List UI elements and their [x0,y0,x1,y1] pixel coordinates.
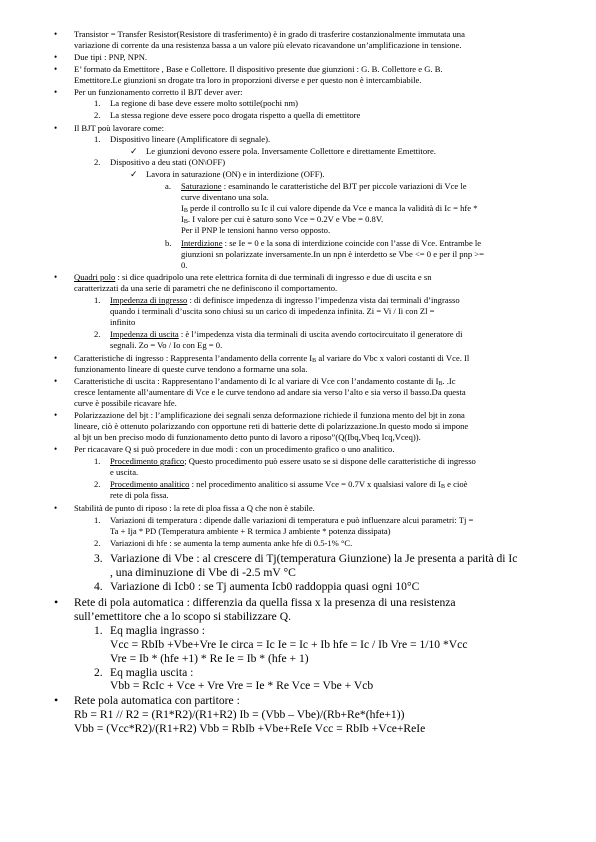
check-icon: ✓ [130,169,138,179]
bullet: • [54,503,58,513]
bullet: • [54,64,58,74]
polar-line-3: al bjt un ben preciso modo di funzionamento detto punto di lavoro a riposo”(Q(Ibq,Vbeq Icq,Vceq)). [74,432,421,442]
list-letter: a. [165,181,171,191]
transistor-line-2: variazione di corrente da una resistenza bassa a un valore più elevato ricavandone un’amplificazione in tensione. [74,40,462,50]
saturation-line-1: Saturazione : esaminando le caratteristiche del BJT per piccole variazioni di Vce le [181,181,467,191]
list-number: 2. [94,666,103,679]
correct-item-2: La stessa regione deve essere poco drogata rispetto a quella di emettitore [110,110,361,120]
char-out-line-3: curve è possibile ricavare hfe. [74,398,177,408]
eq-input-line-1: Vcc = RbIb +Vbe+Vre Ie circa = Ic Ie = Ic + Ib hfe = Ic / Ib Vre = 1/10 *Vcc [110,638,468,651]
quadri-line-1: Quadri polo : si dice quadripolo una rete elettrica fornita di due terminali di ingresso e due di uscita e sn [74,272,432,282]
types-line: Due tipi : PNP, NPN. [74,52,148,62]
rete-line-1: Rete di pola automatica : differenzia da quella fissa x la presenza di una resistenza [74,596,456,609]
check-icon: ✓ [130,146,138,156]
partitore-line-1: Rb = R1 // R2 = (R1*R2)/(R1+R2) Ib = (Vbb – Vbe)/(Rb+Re*(hfe+1)) [74,708,405,721]
bullet: • [54,87,58,97]
list-letter: b. [165,238,172,248]
list-number: 2. [94,157,101,167]
list-number: 1. [94,515,101,525]
interdiction-line-3: 0. [181,260,188,270]
saturation-line-3: $I_B$ perde il controllo su Ic il cui valore dipende da Vce e manca la validità di Ic = hfe * [181,203,478,214]
quadri-line-2: caratterizzati da una serie di parametri che ne definiscono il comportamento. [74,283,338,293]
bullet: • [54,376,58,386]
bullet: • [54,353,58,363]
list-number: 1. [94,134,101,144]
char-out-line-1: Caratteristiche di uscita : Rappresentano l’andamento di Ic al variare di Vce con l’andamento costante di $I_B$. .Ic [74,376,456,387]
analytic-label: Procedimento analitico [110,479,190,489]
impedance-out-line-2: segnali. Zo = Vo / Io con Eg = 0. [110,340,223,350]
list-number: 3. [94,552,103,565]
analytic-line-2: rete di pola fissa. [110,490,169,500]
saturation-line-2: curve diventano una sola. [181,192,269,202]
char-out-line-2: cresce lentamente all’aumentare di Vce e le curve tendono ad andare sia verso l’alto e sia verso il basso.Da questa [74,387,466,397]
list-number: 2. [94,479,101,489]
transistor-line-1: Transistor = Transfer Resistor(Resistore di trasferimento) è in grado di trasferire costanzionalmente immutata una [74,29,465,39]
interdiction-line-2: giunzioni sn polarizzate inversamente.In un npn è interdetto se Vbe <= 0 e per il pnp >= [181,249,484,259]
list-number: 1. [94,98,101,108]
stab-item-2: Variazioni di hfe : se aumenta la temp aumenta anke hfe di 0.5-1% °C. [110,538,353,548]
stab-title: Stabilità de punto di riposo : la rete di ploa fissa a Q che non è stabile. [74,503,315,513]
rete-line-2: sull’emettitore che a lo scopo si stabilizzare Q. [74,610,291,623]
bullet: • [54,693,59,707]
saturation-label: Saturazione [181,181,222,191]
list-number: 2. [94,329,101,339]
stab-item-4: Variazione di Icb0 : se Tj aumenta Icb0 raddoppia quasi ogni 10°C [110,580,420,593]
impedance-in-line-3: infinito [110,317,136,327]
char-in-line-2: funzionamento lineare di queste curve tendono a formarne una sola. [74,364,308,374]
char-in-line-1: Caratteristiche di ingresso : Rappresenta l’andamento della corrente $I_B$ al variare do Vbc x valori costanti di Vce. Il [74,353,470,364]
polar-line-2: lineare, ciò è ottenuto polarizzando con opportune reti di batterie dette di polarizzazione.In questo modo si impone [74,421,469,431]
correct-title: Per un funzionamento corretto il BJT dever aver: [74,87,243,97]
impedance-in-line-2: quando i terminali d’uscita sono chiusi su un carico di impedenza infinita. Zi = Vi / Ii con Zl = [110,306,435,316]
stab-item-3-line-1: Variazione di Vbe : al crescere di Tj(temperatura Giunzione) la Je presenta a parità di Ic [110,552,518,565]
analytic-line-1: Procedimento analitico : nel procedimento analitico si assume Vce = 0.7V x qualsiasi valore di $I_B$ e cioè [110,479,468,490]
impedance-out-label: Impedenza di uscita [110,329,179,339]
list-number: 1. [94,624,103,637]
work-check-2: Lavora in saturazione (ON) e in interdizione (OFF). [146,169,325,179]
partitore-line-2: Vbb = (Vcc*R2)/(R1+R2) Vbb = RbIb +Vbe+ReIe Vcc = RbIb +Vce+ReIe [74,722,426,735]
eq-input-title: Eq maglia ingrasso : [110,624,205,637]
stab-item-1-line-2: Ta + Ija * PD (Temperatura ambiente + R termica J ambiente * potenza dissipata) [110,526,391,536]
bullet: • [54,272,58,282]
graphic-line-1: Procedimento grafico; Questo procedimento può essere usato se si dispone delle caratteristiche di ingresso [110,456,476,466]
bullet: • [54,29,58,39]
work-item-2: Dispositivo a deu stati (ON\OFF) [110,157,226,167]
work-title: Il BJT poù lavorare come: [74,123,165,133]
quadri-label: Quadri polo [74,272,116,282]
stab-item-1-line-1: Variazioni di temperatura : dipende dalle variazioni di temperatura e può influenzare alcui parametri: Tj = [110,515,474,525]
formed-line-2: Emettitore.Le giunzioni sn drogate tra loro in proporzioni diverse e per questo non è intercambiabile. [74,75,422,85]
list-number: 1. [94,295,101,305]
work-item-1: Dispositivo lineare (Amplificatore di segnale). [110,134,271,144]
polar-line-1: Polarizzazione del bjt : l’amplificazione dei segnali senza deformazione richiede il funziona mento del bjt in zona [74,410,465,420]
work-check-1: Le giunzioni devono essere pola. Inversamente Collettore e direttamente Emettitore. [146,146,436,156]
bullet: • [54,595,59,609]
graphic-line-2: e uscita. [110,467,139,477]
impedance-out-line-1: Impedenza di uscita : è l’impedenza vista dia terminali di uscita avendo cortocircuitato il generatore di [110,329,463,339]
impedance-in-line-1: Impedenza di ingresso : di definisce impedenza di ingresso l’impedenza vista dai terminali d’ingrasso [110,295,460,305]
correct-item-1: La regione di base deve essere molto sottile(pochi nm) [110,98,299,108]
impedance-in-label: Impedenza di ingresso [110,295,188,305]
graphic-label: Procedimento grafico [110,456,185,466]
formed-line-1: E’ formato da Emettitore , Base e Collettore. Il dispositivo presente due giunzioni : G. B. Collettore e G. B. [74,64,443,74]
eq-input-line-2: Vre = Ib * (hfe +1) * Re Ie = Ib * (hfe + 1) [110,652,309,665]
stab-item-3-line-2: , una diminuzione di Vbe di -2.5 mV °C [110,566,296,579]
bullet: • [54,52,58,62]
saturation-line-4: $I_B$. I valore per cui è saturo sono Vce = 0.2V e Vbe = 0.8V. [181,214,384,225]
interdiction-line-1: Interdizione : se Ie = 0 e la sona di interdizione coincide con l’asse di Vce. Entrambe le [181,238,482,248]
bullet: • [54,444,58,454]
ricavare-title: Per ricacavare Q si può procedere in due modi : con un procedimento grafico o uno analitico. [74,444,395,454]
partitore-title: Rete pola automatica con partitore : [74,694,240,707]
interdiction-label: Interdizione [181,238,223,248]
bullet: • [54,410,58,420]
eq-output-title: Eq maglia uscita : [110,666,194,679]
list-number: 4. [94,580,103,593]
eq-output-line-1: Vbb = RcIc + Vce + Vre Vre = Ie * Re Vce = Vbe + Vcb [110,679,374,692]
list-number: 2. [94,110,101,120]
bullet: • [54,123,58,133]
list-number: 2. [94,538,101,548]
list-number: 1. [94,456,101,466]
saturation-line-5: Per il PNP le tensioni hanno verso opposto. [181,225,331,235]
